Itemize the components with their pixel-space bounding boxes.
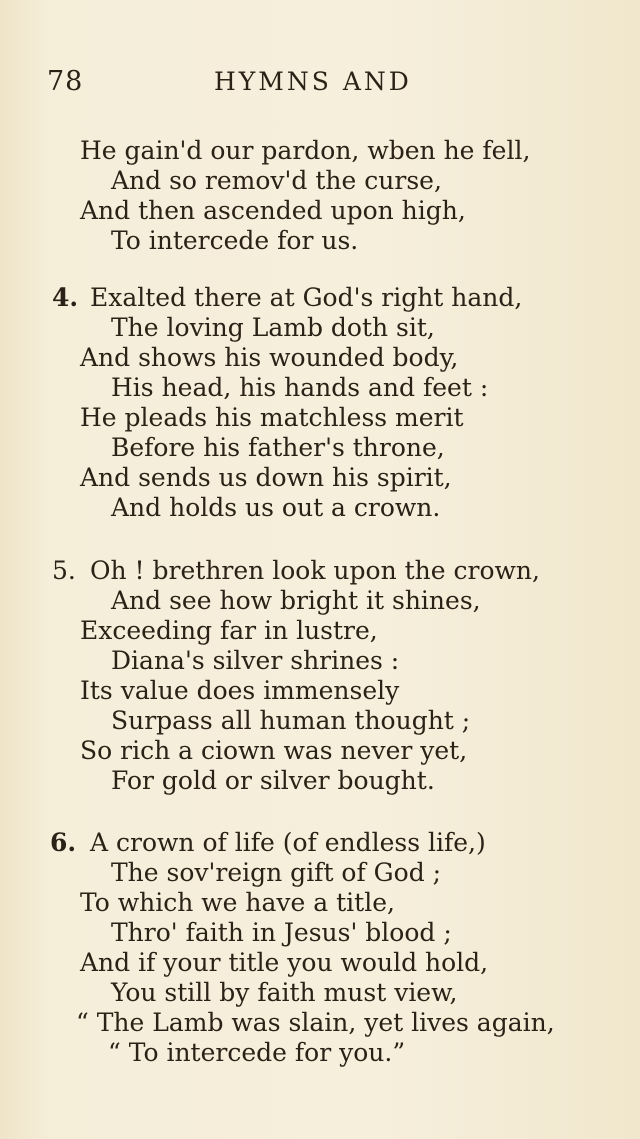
verse-line: And see how bright it shines, [111,586,481,615]
verse-line: “ The Lamb was slain, yet lives again, [76,1008,555,1037]
verse-line: And then ascended upon high, [80,196,466,225]
verse-line: The loving Lamb doth sit, [111,313,435,342]
verse-line: “ To intercede for you.” [108,1038,406,1067]
verse-line: Surpass all human thought ; [111,706,471,735]
verse-line: His head, his hands and feet : [111,373,489,402]
verse-line: For gold or silver bought. [111,766,435,795]
verse-line: Oh ! brethren look upon the crown, [90,556,540,585]
page-number: 78 [47,66,84,97]
verse-line: Before his father's throne, [111,433,445,462]
verse-line: To intercede for us. [111,226,359,255]
verse-line: Thro' faith in Jesus' blood ; [111,918,452,947]
verse-line: He gain'd our pardon, wben he fell, [80,136,531,165]
page-header [0,66,640,106]
verse-line: And if your title you would hold, [80,948,489,977]
stanza-number: 4. [52,283,79,312]
verse-line: A crown of life (of endless life,) [90,828,486,857]
verse-line: Exceeding far in lustre, [80,616,378,645]
stanza-number: 6. [50,828,77,857]
verse-line: And holds us out a crown. [111,493,441,522]
verse-line: To which we have a title, [80,888,395,917]
verse-line: The sov'reign gift of God ; [111,858,442,887]
verse-line: And so remov'd the curse, [111,166,442,195]
verse-line: You still by faith must view, [111,978,458,1007]
verse-line: Diana's silver shrines : [111,646,400,675]
verse-line: He pleads his matchless merit [80,403,464,432]
verse-line: And shows his wounded body, [80,343,459,372]
running-head: HYMNS AND [214,67,412,96]
verse-line: So rich a ciown was never yet, [80,736,468,765]
verse-line: Its value does immensely [80,676,400,705]
stanza-number: 5. [52,556,76,585]
verse-line: And sends us down his spirit, [80,463,452,492]
verse-line: Exalted there at God's right hand, [90,283,523,312]
